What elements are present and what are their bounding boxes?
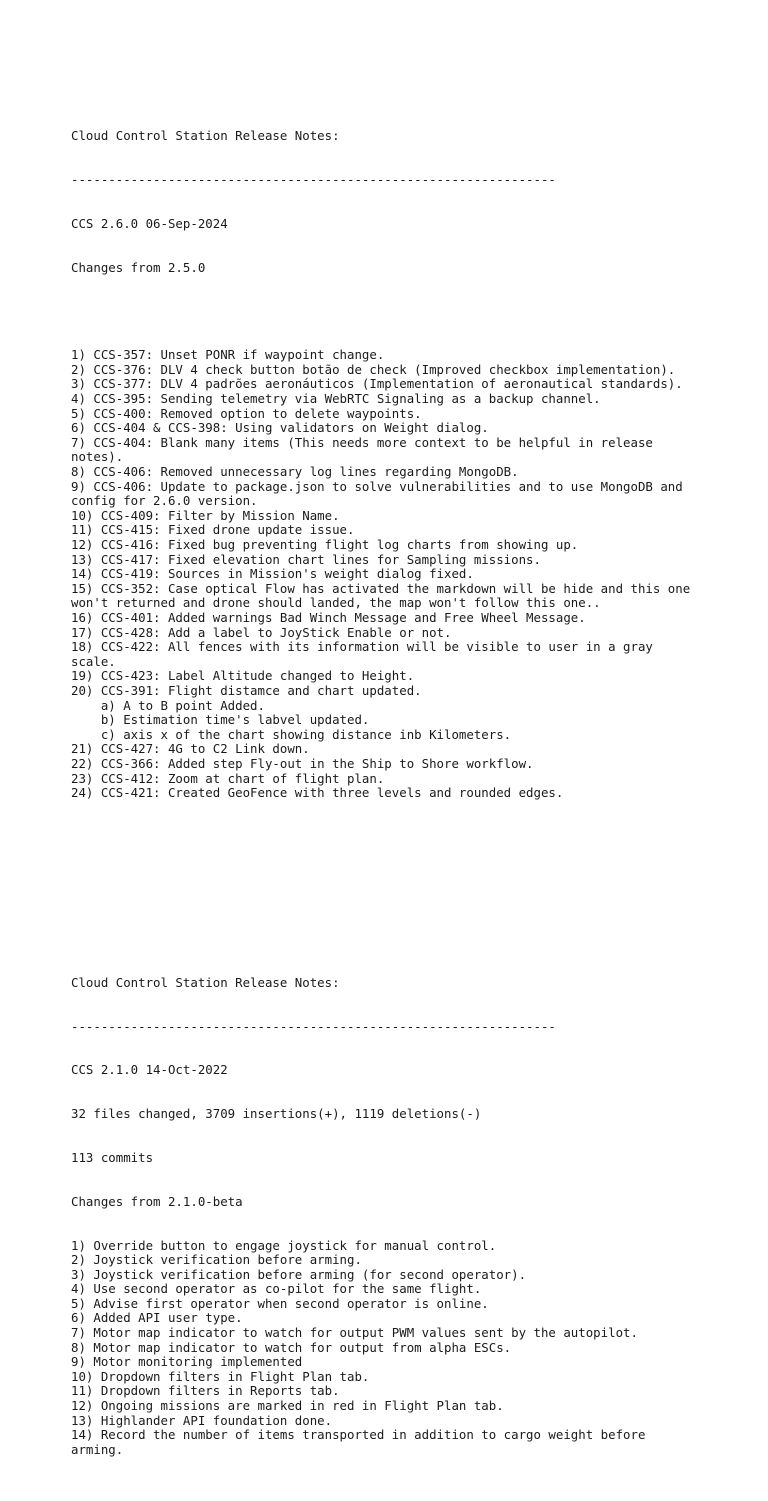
change-item: 5) Advise first operator when second operator is online.	[71, 1295, 489, 1311]
release-notes-section-2-1-0	[71, 947, 731, 1487]
change-item: 13) Highlander API foundation done.	[71, 1412, 333, 1428]
version-line: CCS 2.6.0 06-Sep-2024	[71, 215, 228, 231]
change-item: 7) Motor map indicator to watch for output PWM values sent by the autopilot.	[71, 1325, 638, 1341]
change-item: a) A to B point Added.	[71, 697, 265, 713]
change-item: 10) Dropdown filters in Flight Plan tab.	[71, 1368, 370, 1384]
change-item: 3) CCS-377: DLV 4 padrões aeronáuticos (Implementation of aeronautical standards).	[71, 376, 683, 392]
section-rule: -----------------------------------------------------------------	[71, 172, 556, 188]
change-item: 12) CCS-416: Fixed bug preventing flight log charts from showing up.	[71, 537, 579, 552]
change-item: 4) Use second operator as co-pilot for the same flight.	[71, 1281, 482, 1297]
change-item: 14) Record the number of items transported in addition to cargo weight before	[71, 1427, 646, 1443]
change-item: 10) CCS-409: Filter by Mission Name.	[71, 507, 340, 523]
change-item: c) axis x of the chart showing distance inb Kilometers.	[71, 726, 512, 742]
change-item: 19) CCS-423: Label Altitude changed to Height.	[71, 668, 415, 684]
version-line: CCS 2.1.0 14-Oct-2022	[71, 1062, 228, 1078]
change-item: 20) CCS-391: Flight distamce and chart updated.	[71, 682, 422, 698]
stats-line: 32 files changed, 3709 insertions(+), 1119 deletions(-)	[71, 1106, 482, 1122]
change-item: 22) CCS-366: Added step Fly-out in the Ship to Shore workflow.	[71, 755, 534, 771]
section-heading: Cloud Control Station Release Notes:	[71, 974, 340, 990]
change-item: 4) CCS-395: Sending telemetry via WebRTC Signaling as a backup channel.	[71, 391, 601, 407]
change-item: 12) Ongoing missions are marked in red in Flight Plan tab.	[71, 1398, 504, 1414]
commits-line: 113 commits	[71, 1149, 154, 1165]
change-item: won't returned and drone should landed, the map won't follow this one..	[71, 595, 601, 611]
change-item: notes).	[71, 449, 124, 465]
change-item: 2) CCS-376: DLV 4 check button botão de check (Improved checkbox implementation).	[71, 361, 676, 377]
blank-line	[71, 305, 731, 320]
change-item: 13) CCS-417: Fixed elevation chart lines for Sampling missions.	[71, 551, 541, 567]
changes-from-line: Changes from 2.1.0-beta	[71, 1193, 243, 1209]
change-item: 5) CCS-400: Removed option to delete waypoints.	[71, 405, 422, 421]
change-item: 3) Joystick verification before arming (for second operator).	[71, 1266, 527, 1282]
change-item: 23) CCS-412: Zoom at chart of flight plan.	[71, 770, 385, 786]
change-item: 7) CCS-404: Blank many items (This needs more context to be helpful in release	[71, 434, 653, 450]
change-item: 1) Override button to engage joystick for manual control.	[71, 1237, 497, 1253]
change-item: config for 2.6.0 version.	[71, 493, 258, 509]
change-item: 16) CCS-401: Added warnings Bad Winch Message and Free Wheel Message.	[71, 609, 586, 625]
change-list	[71, 1239, 731, 1458]
change-item: 9) CCS-406: Update to package.json to solve vulnerabilities and to use MongoDB and	[71, 478, 683, 494]
change-item: 17) CCS-428: Add a label to JoyStick Enable or not.	[71, 624, 452, 640]
change-item: 6) CCS-404 & CCS-398: Using validators on Weight dialog.	[71, 420, 489, 436]
release-notes-section-2-6-0	[71, 100, 731, 830]
release-notes-document	[71, 71, 731, 1501]
change-item: scale.	[71, 653, 116, 669]
change-item: 8) Motor map indicator to watch for output from alpha ESCs.	[71, 1339, 512, 1355]
section-rule: -----------------------------------------------------------------	[71, 1018, 556, 1034]
changes-from-line: Changes from 2.5.0	[71, 259, 206, 275]
change-item: 2) Joystick verification before arming.	[71, 1252, 362, 1268]
change-item: 15) CCS-352: Case optical Flow has activated the markdown will be hide and this one	[71, 580, 691, 596]
change-item: 24) CCS-421: Created GeoFence with three levels and rounded edges.	[71, 785, 564, 801]
change-item: 18) CCS-422: All fences with its information will be visible to user in a gray	[71, 639, 653, 655]
change-item: 9) Motor monitoring implemented	[71, 1354, 303, 1370]
change-item: arming.	[71, 1441, 124, 1457]
change-item: 11) Dropdown filters in Reports tab.	[71, 1383, 340, 1399]
change-item: 6) Added API user type.	[71, 1310, 243, 1326]
change-item: b) Estimation time's labvel updated.	[71, 712, 370, 728]
change-item: 21) CCS-427: 4G to C2 Link down.	[71, 741, 310, 757]
change-item: 11) CCS-415: Fixed drone update issue.	[71, 522, 355, 538]
section-heading: Cloud Control Station Release Notes:	[71, 128, 340, 144]
change-item: 1) CCS-357: Unset PONR if waypoint change.	[71, 347, 385, 363]
change-item: 8) CCS-406: Removed unnecessary log lines regarding MongoDB.	[71, 464, 519, 480]
change-item: 14) CCS-419: Sources in Mission's weight dialog fixed.	[71, 566, 474, 582]
change-list	[71, 348, 731, 800]
section-gap	[71, 874, 731, 903]
